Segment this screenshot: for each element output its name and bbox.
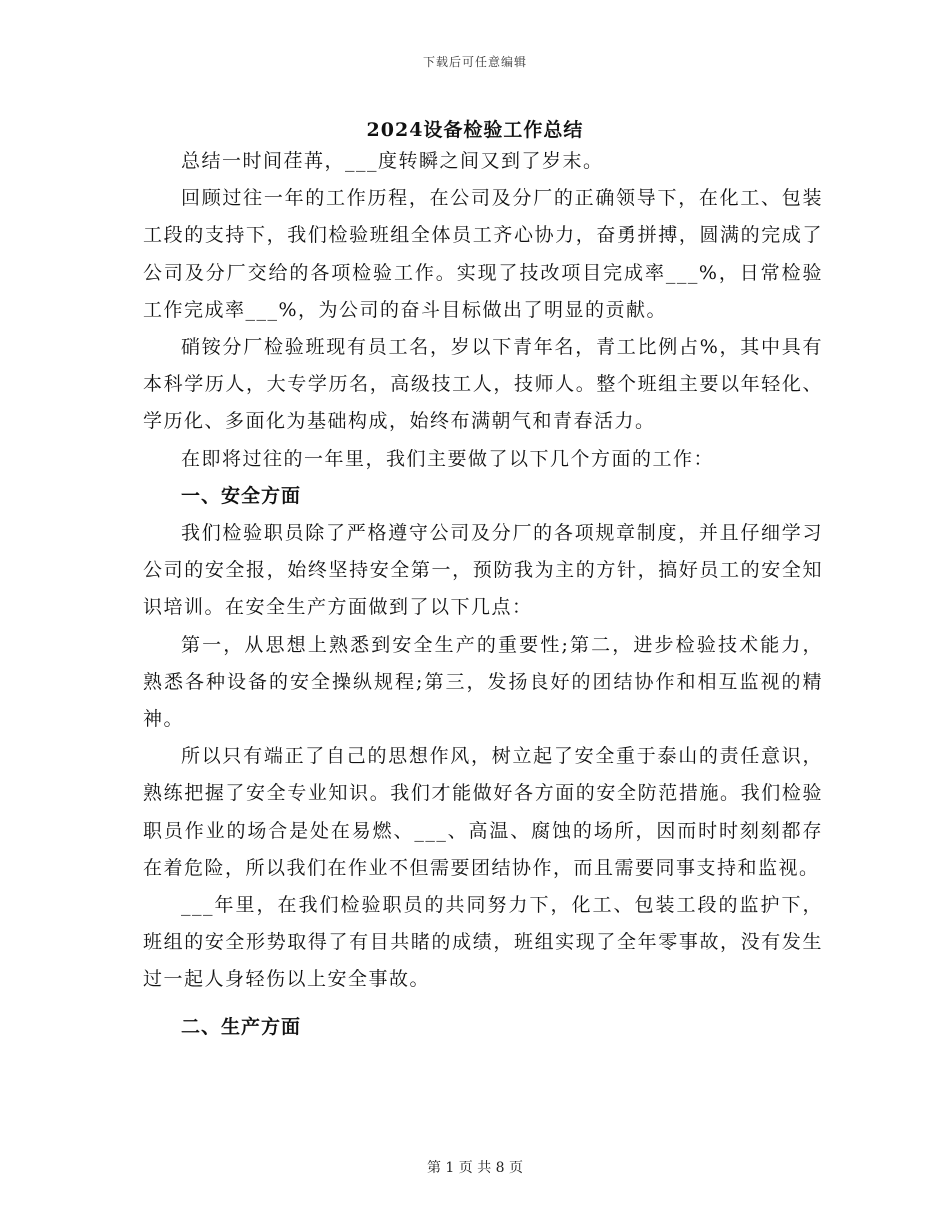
paragraph-team: 硝铵分厂检验班现有员工名，岁以下青年名，青工比例占%，其中具有本科学历人，大专学历名，高级技工人，技师人。整个班组主要以年轻化、学历化、多面化为基础构成，始终布满朝气和青春活力。 (143, 336, 823, 433)
document-title: 2024设备检验工作总结 (366, 119, 584, 141)
paragraph-safety-result: ___年里，在我们检验职员的共同努力下，化工、包装工段的监护下，班组的安全形势取得了有目共睹的成绩，班组实现了全年零事故，没有发生过一起人身轻伤以上安全事故。 (143, 894, 823, 991)
paragraph-overview: 在即将过往的一年里，我们主要做了以下几个方面的工作： (181, 447, 715, 470)
section-gap (143, 999, 823, 1009)
document-body (143, 143, 823, 1046)
section-heading-production: 二、生产方面 (181, 1015, 302, 1038)
paragraph-safety-awareness: 所以只有端正了自己的思想作风，树立起了安全重于泰山的责任意识，熟练把握了安全专业知识。我们才能做好各方面的安全防范措施。我们检验职员作业的场合是处在易燃、___、高温、腐蚀的场所，因而时时刻刻都存在着危险，所以我们在作业不但需要团结协作，而且需要同事支持和监视。 (143, 745, 823, 879)
header-note: 下载后可任意编辑 (422, 55, 527, 69)
paragraph-intro: 总结一时间荏苒，___度转瞬之间又到了岁末。 (181, 150, 604, 172)
section-heading-safety: 一、安全方面 (181, 484, 302, 507)
paragraph-safety-rules: 我们检验职员除了严格遵守公司及分厂的各项规章制度，并且仔细学习公司的安全报，始终坚持安全第一，预防我为主的方针，搞好员工的安全知识培训。在安全生产方面做到了以下几点： (143, 522, 823, 619)
paragraph-review: 回顾过往一年的工作历程，在公司及分厂的正确领导下，在化工、包装工段的支持下，我们检验班组全体员工齐心协力，奋勇拼搏，圆满的完成了公司及分厂交给的各项检验工作。实现了技改项目完成率___%，日常检验工作完成率___%，为公司的奋斗目标做出了明显的贡献。 (143, 187, 823, 321)
paragraph-safety-points: 第一，从思想上熟悉到安全生产的重要性;第二，进步检验技术能力，熟悉各种设备的安全操纵规程;第三，发扬良好的团结协作和相互监视的精神。 (143, 633, 823, 731)
page-number-footer: 第 1 页 共 8 页 (426, 1160, 524, 1176)
